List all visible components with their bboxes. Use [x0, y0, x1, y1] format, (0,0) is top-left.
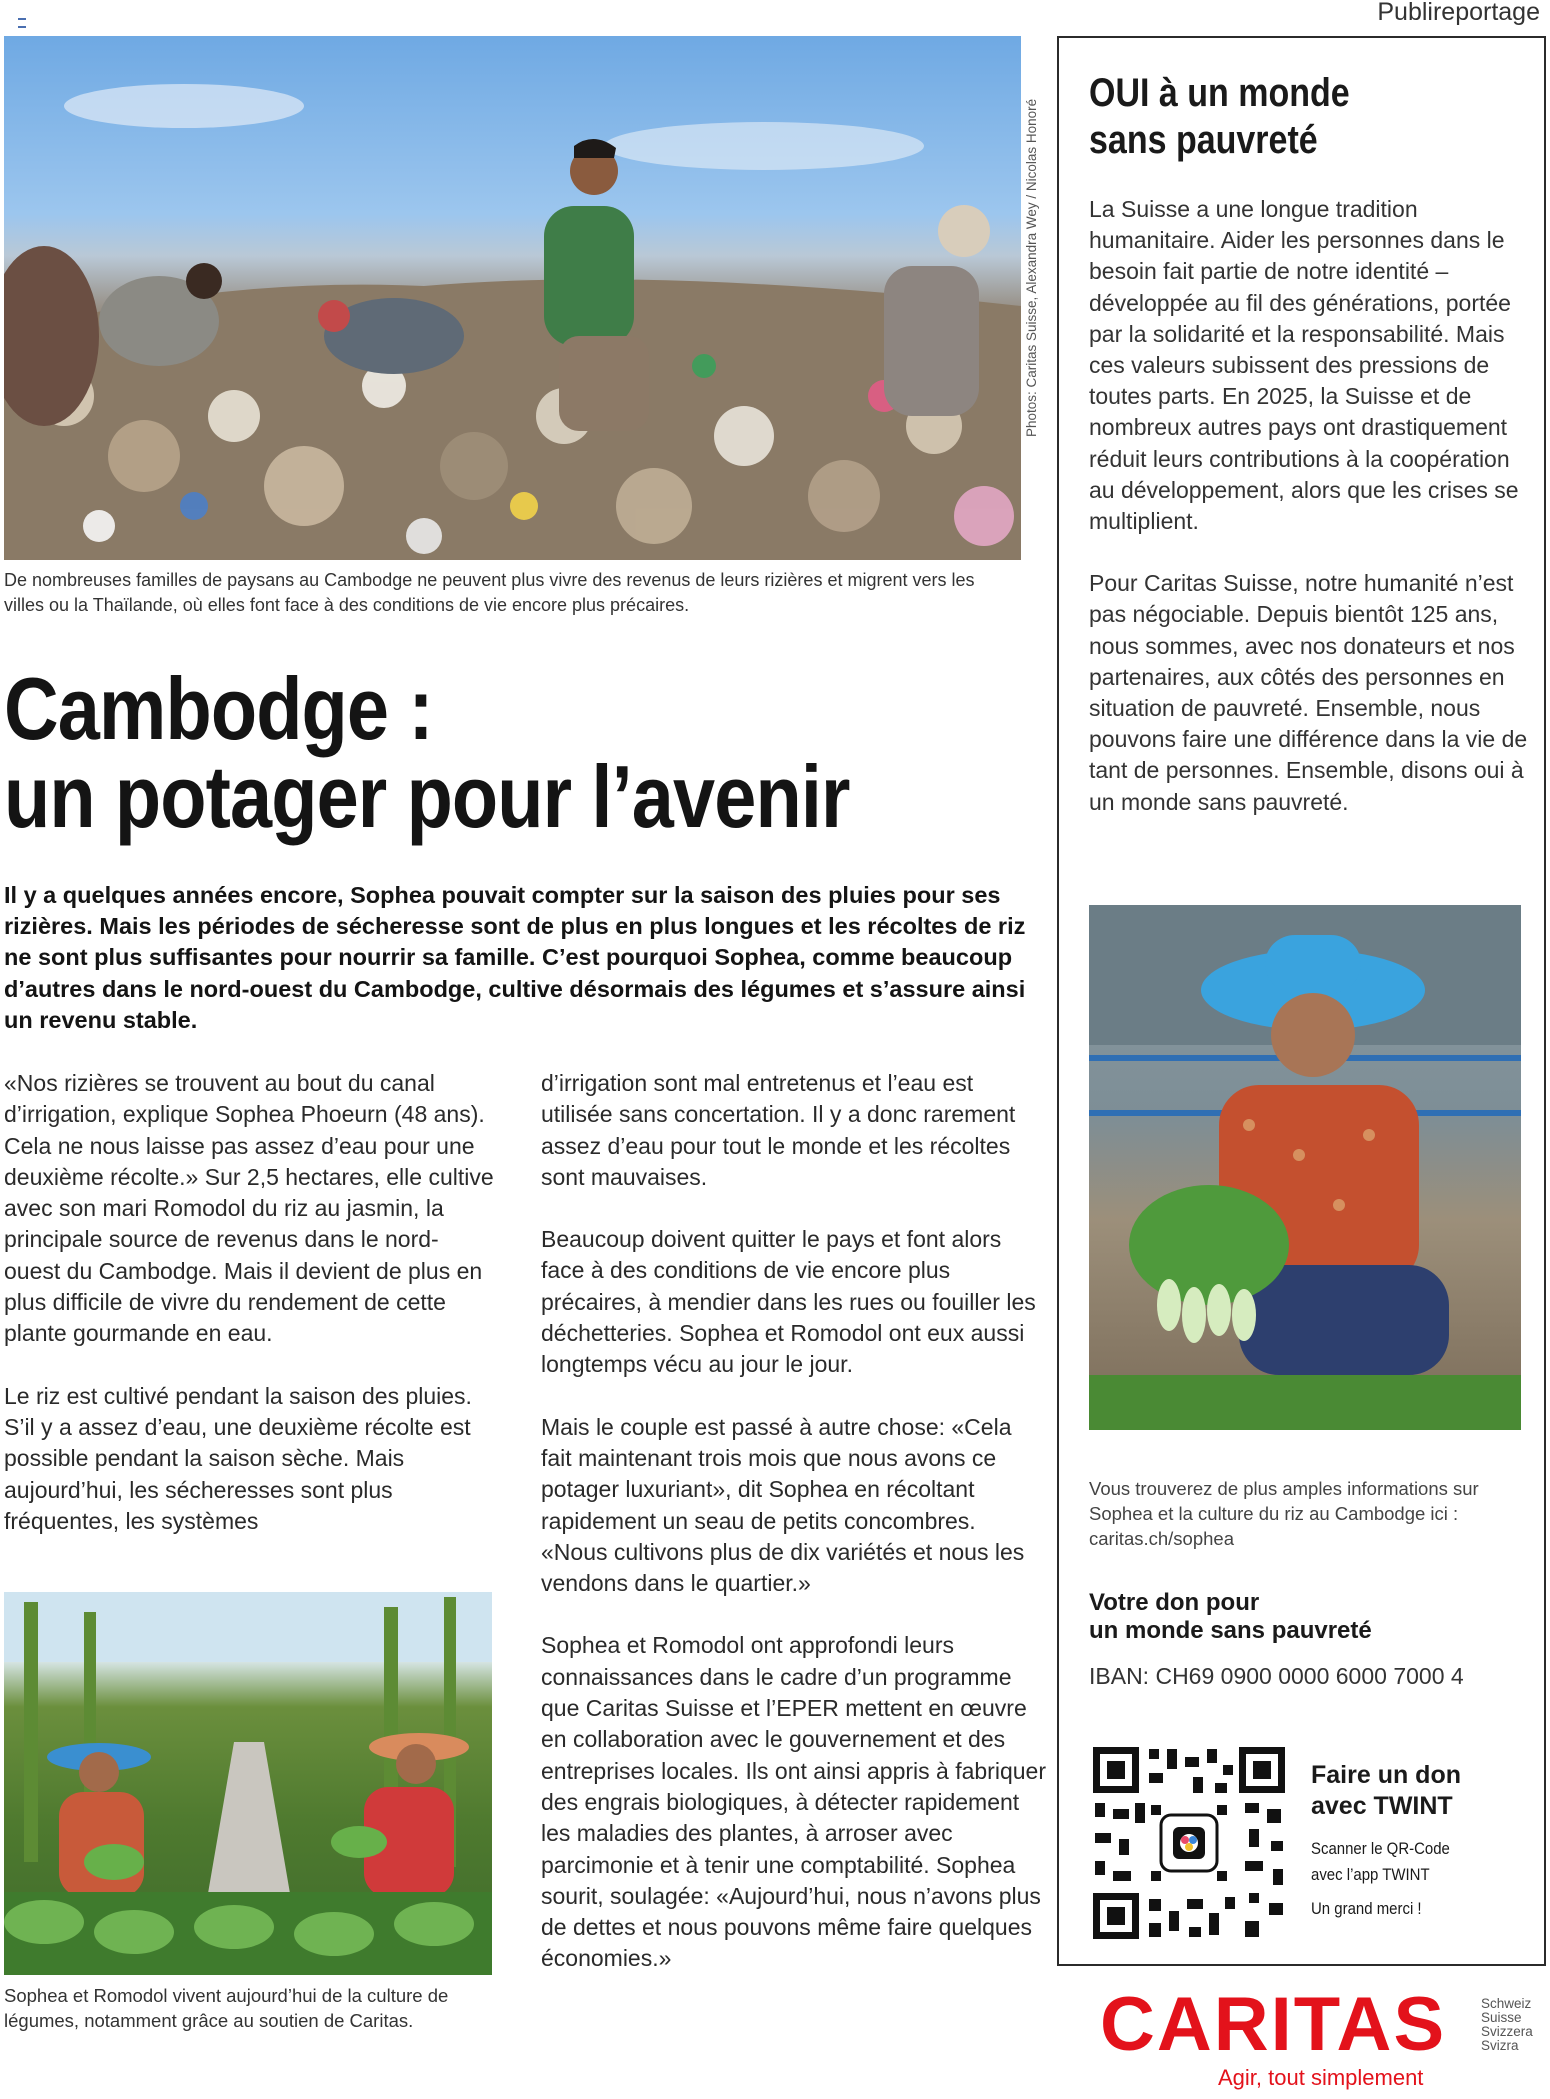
lang-it: Svizzera — [1481, 2024, 1533, 2039]
garden-couple-photo — [4, 1592, 492, 1975]
lang-de: Schweiz — [1481, 1996, 1532, 2011]
lang-rm: Svizra — [1481, 2038, 1519, 2053]
corner-mark — [18, 18, 26, 28]
photo-credit: Photos: Caritas Suisse, Alexandra Wey / Nicolas Honoré — [1024, 98, 1039, 437]
col1-paragraph-2: Le riz est cultivé pendant la saison des pluies. S’il y a assez d’eau, une deuxième récolte est possible pendant la saison sèche. Mais aujourd’hui, les sécheresses sont plus fréquentes, les systèmes — [4, 1382, 472, 1534]
bottom-photo-caption: Sophea et Romodol vivent aujourd’hui de la culture de légumes, notamment grâce au soutien de Caritas. — [4, 1985, 449, 2031]
sidebar-title-line-2: sans pauvreté — [1089, 118, 1318, 162]
twint-instruction-line-1: Scanner le QR-Code — [1311, 1839, 1450, 1858]
sidebar-paragraph-2: Pour Caritas Suisse, notre humanité n’est pas négociable. Depuis bientôt 125 ans, nous sommes, avec nos donateurs et nos partenaires, aux côtés des personnes en situation de pauvreté. Ensemble, nous pouvons faire une différence dans la vie de tant de personnes. Ensemble, disons oui à un monde sans pauvreté. — [1089, 570, 1528, 815]
caritas-logo — [1100, 1982, 1550, 2099]
twint-title-line-2: avec TWINT — [1311, 1792, 1453, 1820]
col1-paragraph-1: «Nos rizières se trouvent au bout du canal d’irrigation, explique Sophea Phoeurn (48 ans). Cela ne nous laisse pas assez d’eau pour une deuxième récolte.» Sur 2,5 hectares, elle cultive avec son mari Romodol du riz au jasmin, la principale source de revenus dans le nord-ouest du Cambodge. Mais il devient de plus en plus difficile de vivre du rendement de cette plante gourmande en eau. — [4, 1070, 494, 1347]
sidebar-title-line-1: OUI à un monde — [1089, 71, 1350, 115]
iban: IBAN: CH69 0900 0000 6000 7000 4 — [1089, 1663, 1464, 1689]
section-label: Publireportage — [1377, 0, 1540, 26]
article-lead: Il y a quelques années encore, Sophea pouvait compter sur la saison des pluies pour ses rizières. Mais les périodes de sécheresse sont de plus en plus longues et les récoltes de riz ne sont plus suffisantes pour nourrir sa famille. C’est pourquoi Sophea, comme beaucoup d’autres dans le nord-ouest du Cambodge, cultive désormais des légumes et s’assure ainsi un revenu stable. — [4, 882, 1026, 1033]
landfill-photo — [4, 36, 1021, 560]
donation-title-line-2: un monde sans pauvreté — [1089, 1617, 1372, 1644]
sidebar-title — [1089, 70, 1529, 164]
top-photo-caption: De nombreuses familles de paysans au Cambodge ne peuvent plus vivre des revenus de leurs rizières et migrent vers les villes ou la Thaïlande, où elles font face à des conditions de vie encore plus précaires. — [4, 570, 975, 615]
sidebar-box — [1057, 36, 1546, 1966]
article-column-1 — [4, 1068, 494, 1568]
caritas-tagline: Agir, tout simplement — [1218, 2065, 1424, 2090]
sidebar-paragraph-1: La Suisse a une longue tradition humanitaire. Aider les personnes dans le besoin fait partie de notre identité – développée au fil des générations, portée par la solidarité et la responsabilité. Mais ces valeurs subissent des pressions de toutes parts. En 2025, la Suisse et de nombreux autres pays ont drastiquement réduit leurs contributions à la coopération au développement, alors que les crises se multiplient. — [1089, 196, 1519, 535]
article-column-2 — [541, 1068, 1046, 2006]
donation-title-line-1: Votre don pour — [1089, 1589, 1260, 1616]
sophea-photo — [1089, 905, 1521, 1430]
twint-qr-code[interactable] — [1089, 1743, 1289, 1943]
sidebar-text — [1089, 194, 1534, 849]
article-title — [4, 659, 1104, 846]
lang-fr: Suisse — [1481, 2010, 1522, 2025]
col2-paragraph-1: d’irrigation sont mal entretenus et l’eau est utilisée sans concertation. Il y a donc rarement assez d’eau pour tout le monde et les récoltes sont mauvaises. — [541, 1070, 1016, 1190]
caritas-wordmark: CARITAS — [1100, 1982, 1447, 2067]
title-line-1: Cambodge : — [4, 659, 433, 758]
twint-info — [1311, 1760, 1526, 1922]
twint-instruction-line-2: avec l’app TWINT — [1311, 1865, 1430, 1884]
twint-title-line-1: Faire un don — [1311, 1761, 1461, 1789]
col2-paragraph-3: Mais le couple est passé à autre chose: «Cela fait maintenant trois mois que nous avons ce potager luxuriant», dit Sophea en récoltant rapidement un seau de petits concombres. «Nous cultivons plus de dix variétés et nous les vendons dans le quartier.» — [541, 1413, 1025, 1597]
caritas-languages — [1481, 1997, 1533, 2053]
donation-title — [1089, 1589, 1529, 1645]
sophea-photo-caption: Vous trouverez de plus amples informations sur Sophea et la culture du riz au Cambodge ici : caritas.ch/sophea — [1089, 1478, 1479, 1549]
twint-thanks: Un grand merci ! — [1311, 1899, 1422, 1918]
title-line-2: un potager pour l’avenir — [4, 747, 850, 846]
col2-paragraph-2: Beaucoup doivent quitter le pays et font alors face à des conditions de vie encore plus précaires, à mendier dans les rues ou fouiller les déchetteries. Sophea et Romodol ont eux aussi longtemps vécu au jour le jour. — [541, 1226, 1036, 1378]
col2-paragraph-4: Sophea et Romodol ont approfondi leurs connaissances dans le cadre d’un programme que Caritas Suisse et l’EPER mettent en œuvre en collaboration avec le gouvernement et des entreprises locales. Ils ont ainsi appris à fabriquer des engrais biologiques, à détecter rapidement les maladies des plantes, à arroser avec parcimonie et à tenir une comptabilité. Sophea sourit, soulagée: «Aujourd’hui, nous n’avons plus de dettes et nous pouvons même faire quelques économies.» — [541, 1632, 1046, 1972]
